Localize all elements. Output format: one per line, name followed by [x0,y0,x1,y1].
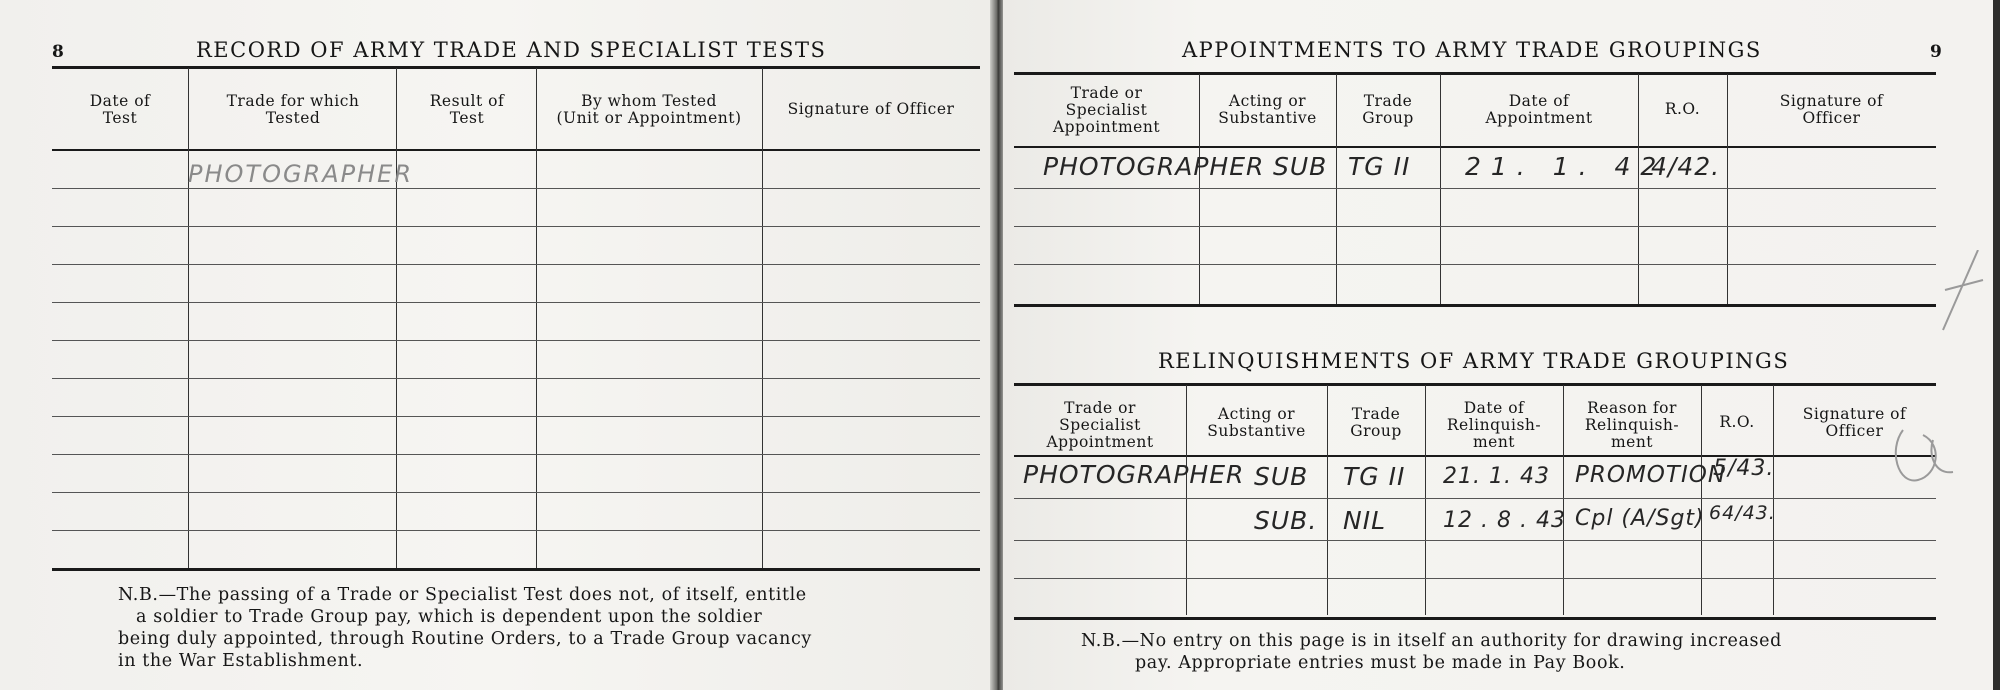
col-header-signature: Signature of Officer [787,100,955,118]
header-rule [52,149,980,151]
note-right: N.B.—No entry on this page is in itself an authority for drawing increased pay. Appropriate entries must be made in Pay Book. [1081,631,1782,673]
relq-handwritten-group: TG II [1343,462,1406,491]
column-divider [1199,74,1200,304]
appt-col-header-acting: Acting or Substantive [1218,92,1317,127]
relinquishments-top-rule [1014,383,1936,386]
row-line [52,530,980,531]
appt-handwritten-ro: 4/42. [1651,152,1721,181]
relq-col-header-ro: R.O. [1719,413,1755,431]
row-line [52,226,980,227]
relq-handwritten-acting: SUB [1254,462,1309,491]
col-header-trade: Trade for which Tested [226,92,360,127]
relinquishments-title: RELINQUISHMENTS OF ARMY TRADE GROUPINGS [1158,349,1790,373]
page-number-right: 9 [1930,42,1942,62]
col-header-tested-by: By whom Tested (Unit or Appointment) [556,92,742,127]
relq-handwritten-reason: PROMOTION [1575,462,1727,488]
row-line [1014,540,1936,541]
relinquishments-bottom-rule [1014,617,1936,620]
column-divider [762,68,763,568]
relq-col-header-signature: Signature of Officer [1802,405,1907,440]
right-page [1003,0,1993,690]
pencil-doodle-margin [1883,250,1993,510]
row-line [52,302,980,303]
appt-handwritten-group: TG II [1348,152,1411,181]
column-divider [396,68,397,568]
row-line [52,416,980,417]
row-line [1014,498,1936,499]
top-rule [52,66,980,69]
col-header-result: Result of Test [429,92,505,127]
appointments-bottom-rule [1014,304,1936,307]
column-divider [1638,74,1639,304]
column-divider [1327,385,1328,615]
row-line [1014,226,1936,227]
row-line [1014,578,1936,579]
row-line [52,188,980,189]
column-divider [1701,385,1702,615]
appt-handwritten-date: 21. 1. 42 [1465,152,1667,181]
page-number-left: 8 [52,42,64,62]
column-divider [1186,385,1187,615]
column-divider [1727,74,1728,304]
handwritten-trade-tested: PHOTOGRAPHER [188,160,414,188]
row-line [52,264,980,265]
appt-handwritten-trade: PHOTOGRAPHER [1043,152,1265,181]
appt-col-header-signature: Signature of Officer [1779,92,1884,127]
relq-col-header-acting: Acting or Substantive [1207,405,1306,440]
column-divider [1773,385,1774,615]
appointments-header-rule [1014,146,1936,148]
column-divider [188,68,189,568]
note-left: N.B.—The passing of a Trade or Specialist Test does not, of itself, entitle a soldier to Trade Group pay, which is dependent upon the soldier being duly appointed, through Routine Orders, to a Trade Group vacancy in the War Establishment. [118,585,812,671]
column-divider [536,68,537,568]
appt-handwritten-acting: SUB [1273,152,1328,181]
relq-handwritten-trade: PHOTOGRAPHER [1023,460,1245,489]
appointments-title: APPOINTMENTS TO ARMY TRADE GROUPINGS [1182,38,1762,62]
row-line [1014,188,1936,189]
appt-col-header-date: Date of Appointment [1485,92,1593,127]
appointments-top-rule [1014,72,1936,75]
appt-col-header-ro: R.O. [1664,100,1701,118]
column-divider [1440,74,1441,304]
column-divider [1336,74,1337,304]
relq-col-header-date: Date of Relinquish- ment [1446,399,1542,451]
left-page [0,0,992,690]
relq2-handwritten-ro: 64/43. [1709,502,1776,524]
column-divider [1425,385,1426,615]
relq2-handwritten-group: NIL [1343,506,1387,535]
row-line [52,340,980,341]
relq-col-header-trade: Trade or Specialist Appointment [1046,399,1154,451]
col-header-date: Date of Test [89,92,151,127]
relq-handwritten-date: 21. 1. 43 [1443,464,1550,489]
relq-col-header-group: Trade Group [1350,405,1402,440]
relq-col-header-reason: Reason for Relinquish- ment [1584,399,1680,451]
row-line [1014,264,1936,265]
appt-col-header-group: Trade Group [1362,92,1414,127]
row-line [52,492,980,493]
relinquishments-header-rule [1014,455,1936,457]
row-line [52,378,980,379]
column-divider [1563,385,1564,615]
relq2-handwritten-reason: Cpl (A/Sgt) [1575,506,1705,531]
bottom-rule [52,568,980,571]
page-title-left: RECORD OF ARMY TRADE AND SPECIALIST TESTS [196,38,827,62]
relq2-handwritten-date: 12 . 8 . 43 [1443,508,1566,533]
appt-col-header-trade: Trade or Specialist Appointment [1052,84,1161,136]
relq-handwritten-ro: 5/43. [1713,456,1775,481]
relq2-handwritten-acting: SUB. [1254,506,1318,535]
row-line [52,454,980,455]
